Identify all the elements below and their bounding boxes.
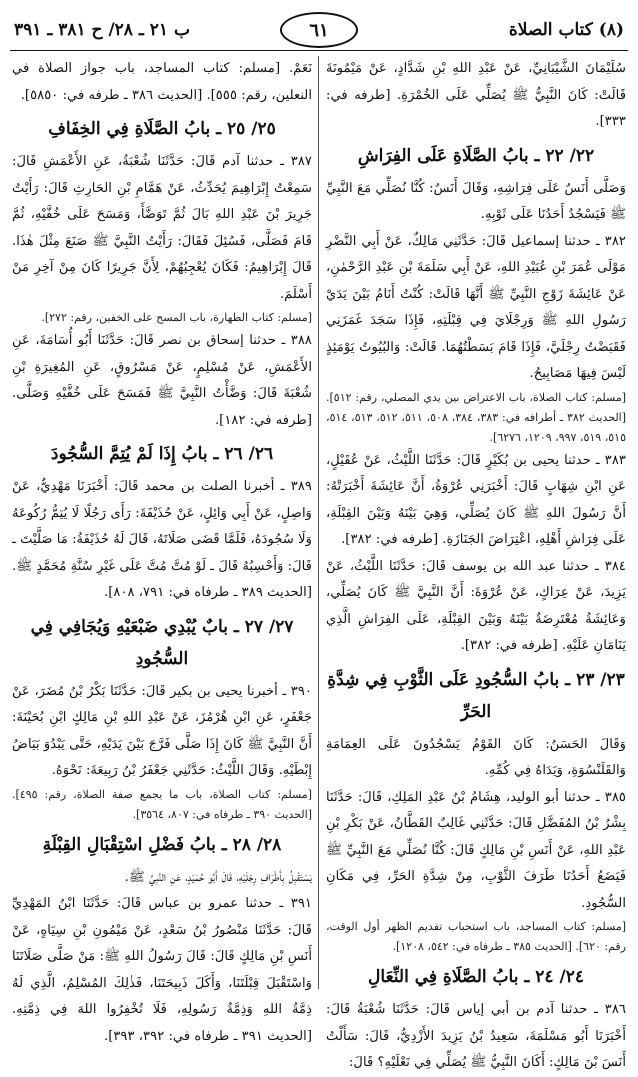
hadith-paragraph: نَعَمْ. [مسلم: كتاب المساجد، باب جواز الصلاة في النعلين، رقم: ٥٥٥]. [الحديث ٣٨٦ ـ طرفه في: ٥٨٥٠]. (12, 61, 312, 103)
hadith-paragraph: ٣٨٢ ـ حدثنا إسماعيل قَالَ: حَدَّثَنِي مَالِكٌ، عَنْ أَبِي النَّضْرِ مَوْلَى عُمَرَ بْنِ عُبَيْدِ اللهِ، عَنْ أَبِي سَلَمَةَ بْنِ عَبْدِ الرَّحْمٰنِ، عَنْ عَائِشَةَ زَوْجِ النَّبِيِّ ﷺ أَنَّهَا قَالَتْ: كُنْتُ أَنَامُ بَيْنَ يَدَيْ رَسُولِ اللهِ ﷺ وَرِجْلَايَ فِي قِبْلَتِهِ، فَإِذَا سَجَدَ غَمَزَنِي فَقَبَضْتُ رِجْلَيَّ، فَإِذَا قَامَ بَسَطْتُهُمَا. قَالَتْ: وَالبُيُوتُ يَوْمَئِذٍ لَيْسَ فِيهَا مَصَابِيحُ. (326, 233, 626, 381)
hadith-paragraph: ٣٨٩ ـ أخبرنا الصلت بن محمد قَالَ: أَخْبَرَنَا مَهْدِيٌّ، عَنْ وَاصِلٍ، عَنْ أَبِي وَائِلٍ، عَنْ حُذَيْفَةَ: رَأَى رَجُلًا لَا يُتِمُّ رُكُوعَهُ وَلَا سُجُودَهُ، فَلَمَّا قَضَى صَلَاتَهُ، قَالَ لَهُ حُذَيْفَةُ: مَا صَلَّيْتَ ـ قَالَ: وَأَحْسِبُهُ قَالَ ـ لَوْ مُتَّ مُتَّ عَلَى غَيْرِ سُنَّةِ مُحَمَّدٍ ﷺ. [الحديث ٣٨٩ ـ طرفاه في: ٧٩١، ٨٠٨]. (12, 479, 312, 600)
chapter-heading: ٢٨/ ٢٨ ـ بابُ فَضْلِ اسْتِقْبَالِ القِبْلَةِ (42, 834, 282, 855)
hadith-paragraph: وَصَلَّى أَنَسٌ عَلَى فِرَاشِهِ، وَقَالَ أَنَسٌ: كُنَّا نُصَلِّي مَعَ النَّبِيِّ ﷺ فَيَسْجُدُ أَحَدُنَا عَلَى ثَوْبِهِ. (326, 180, 626, 222)
header-rule (10, 50, 628, 51)
chapter-heading: ٢٢/ ٢٢ ـ بابُ الصَّلَاةِ عَلَى الفِرَاشِ (357, 145, 595, 166)
reference-note: [مسلم: كتاب المساجد، باب استحباب تقديم الظهر أول الوقت، رقم: ٦٢٠]. [الحديث ٣٨٥ ـ طرفاه في: ٥٤٢، ١٢٠٨]. (326, 920, 626, 953)
hadith-paragraph: ٣٨٣ ـ حدثنا يحيى بن بُكَيْرٍ قَالَ: حَدَّثَنَا اللَّيْثُ، عَنْ عُقَيْلٍ، عَنِ ابْنِ شِهَابٍ قَالَ: أَخْبَرَنِي عُرْوَةُ، أَنَّ عَائِشَةَ أَخْبَرَتْهُ: أَنَّ رَسُولَ اللهِ ﷺ كَانَ يُصَلِّي، وَهِيَ بَيْنَهُ وَبَيْنَ القِبْلَةِ، عَلَى فِرَاشِ أَهْلِهِ، اعْتِرَاضَ الجَنَازَةِ. [طرفه في: ٣٨٢]. (326, 452, 626, 547)
reference-note: [مسلم: كتاب الطهارة، باب المسح على الخفين، رقم: ٢٧٢]. (41, 311, 312, 324)
column-divider (318, 56, 319, 989)
chapter-heading: ٢٦/ ٢٦ ـ بابُ إِذَا لَمْ يُتِمَّ السُّجُودَ (50, 444, 274, 464)
hadith-paragraph: ٣٨٨ ـ حدثنا إسحاق بن نصر قَالَ: حَدَّثَنَا أَبُو أُسَامَةَ، عَنِ الأَعْمَشِ، عَنْ مُسْلِمٍ، عَنْ مَسْرُوقٍ، عَنِ المُغِيرَةِ بْنِ شُعْبَةَ قَالَ: وَضَّأْتُ النَّبِيَّ ﷺ فَمَسَحَ عَلَى خُفَّيْهِ وَصَلَّى. [طرفه في: ١٨٢]. (12, 333, 312, 428)
hadith-paragraph: سُلَيْمَانَ الشَّيْبَانِيِّ، عَنْ عَبْدِ اللهِ بْنِ شَدَّادٍ، عَنْ مَيْمُونَةَ قَالَتْ: كَانَ النَّبِيُّ ﷺ يُصَلِّي عَلَى الخُمْرَةِ. [طرفه في: ٣٣٣]. (326, 61, 626, 129)
chapter-heading: ٢٥/ ٢٥ ـ بابُ الصَّلَاةِ فِي الخِفَافِ (48, 119, 276, 139)
chapter-heading: ٢٣/ ٢٣ ـ بابُ السُّجُودِ عَلَى الثَّوْبِ فِي شِدَّةِ الحَرِّ (327, 669, 625, 722)
hadith-paragraph: ٣٨٤ ـ حدثنا عبد الله بن يوسف قَالَ: حَدَّثَنَا اللَّيْثُ، عَنْ يَزِيدَ، عَنْ عِرَاكٍ، عَنْ عُرْوَةَ: أَنَّ النَّبِيَّ ﷺ كَانَ يُصَلِّي، وَعَائِشَةُ مُعْتَرِضَةٌ بَيْنَهُ وَبَيْنَ القِبْلَةِ، عَلَى الفِرَاشِ الَّذِي يَنَامَانِ عَلَيْهِ. [طرفه في: ٣٨٢]. (326, 558, 626, 653)
reference-note: [مسلم: كتاب الصلاة، باب الاعتراض بين يدي المصلي، رقم: ٥١٢]. [الحديث ٣٨٢ ـ أطرافه في: ٣٨٣، ٣٨٤، ٥٠٨، ٥١١، ٥١٢، ٥١٣، ٥١٤، ٥١٥، ٥١٩، ٩٩٧، ١٢٠٩، ٦٢٧٦]. (326, 390, 627, 444)
hadith-range: ب ٢١ ـ ٢٨/ ح ٣٨١ ـ ٣٩١ (14, 20, 190, 40)
hadith-paragraph: ٣٨٦ ـ حدثنا آدم بن أبي إياس قَالَ: حَدَّثَنَا شُعْبَةُ قَالَ: أَخْبَرَنَا أَبُو مَسْلَمَةَ، سَعِيدُ بْنُ يَزِيدَ الأَزْدِيُّ، قَالَ: سَأَلْتُ أَنَسَ بْنَ مَالِكٍ: أَكَانَ النَّبِيُّ ﷺ يُصَلِّي فِي نَعْلَيْهِ؟ قَالَ: (326, 1002, 626, 1070)
chapter-heading: ٢٤/ ٢٤ ـ بابُ الصَّلَاةِ فِي النِّعَالِ (368, 967, 584, 987)
left-column (12, 56, 312, 1044)
hadith-paragraph: ٣٨٧ ـ حدثنا آدم قَالَ: حَدَّثَنَا شُعْبَةُ، عَنِ الأَعْمَشِ قَالَ: سَمِعْتُ إِبْرَاهِيمَ يُحَدِّثُ، عَنْ هَمَّامِ بْنِ الحَارِثِ قَالَ: رَأَيْتُ جَرِيرَ بْنَ عَبْدِ اللهِ بَالَ ثُمَّ تَوَضَّأَ، وَمَسَحَ عَلَى خُفَّيْهِ، ثُمَّ قَامَ فَصَلَّى، فَسُئِلَ فَقَالَ: رَأَيْتُ النَّبِيَّ ﷺ صَنَعَ مِثْلَ هٰذَا. قَالَ إِبْرَاهِيمُ: فَكَانَ يُعْجِبُهُمْ، لِأَنَّ جَرِيرًا كَانَ مِنْ آخِرِ مَنْ أَسْلَمَ. (12, 154, 312, 302)
chapter-heading: ٢٧/ ٢٧ ـ بابٌ يُبْدِي ضَبْعَيْهِ وَيُجَافِي فِي السُّجُودِ (30, 616, 294, 669)
hadith-paragraph: وَقَالَ الحَسَنُ: كَانَ القَوْمُ يَسْجُدُونَ عَلَى العِمَامَةِ وَالقَلَنْسُوَةِ، وَيَدَاهُ فِي كُمِّهِ. (326, 736, 626, 778)
reference-note: [مسلم: كتاب الصلاة، باب ما يجمع صفة الصلاة، رقم: ٤٩٥]. [الحديث ٣٩٠ ـ طرفاه في: ٨٠٧، ٣٥٦٤]. (12, 787, 312, 821)
hadith-paragraph: ٣٩٠ ـ أخبرنا يحيى بن بكير قَالَ: حَدَّثَنَا بَكْرُ بْنُ مُضَرَ، عَنْ جَعْفَرٍ، عَنِ ابْنِ هُرْمُزَ، عَنْ عَبْدِ اللهِ بْنِ مَالِكٍ ابْنِ بُحَيْنَةَ: أَنَّ النَّبِيَّ ﷺ كَانَ إِذَا صَلَّى فَرَّجَ بَيْنَ يَدَيْهِ، حَتَّى يَبْدُوَ بَيَاضُ إِبْطَيْهِ. وَقَالَ اللَّيْثُ: حَدَّثَنِي جَعْفَرُ بْنُ رَبِيعَةَ: نَحْوَهُ. (12, 683, 312, 778)
hadith-paragraph: ٣٩١ ـ حدثنا عمرو بن عباس قَالَ: حَدَّثَنَا ابْنُ المَهْدِيِّ قَالَ: حَدَّثَنَا مَنْصُورُ بْنُ سَعْدٍ، عَنْ مَيْمُونِ بْنِ سِيَاهٍ، عَنْ أَنَسِ بْنِ مَالِكٍ قَالَ: قَالَ رَسُولُ اللهِ ﷺ: مَنْ صَلَّى صَلَاتَنَا وَاسْتَقْبَلَ قِبْلَتَنَا، وَأَكَلَ ذَبِيحَتَنَا، فَذٰلِكَ المُسْلِمُ، الَّذِي لَهُ ذِمَّةُ اللهِ وَذِمَّةُ رَسُولِهِ، فَلَا تُخْفِرُوا اللهَ فِي ذِمَّتِهِ. [الحديث ٣٩١ ـ طرفاه في: ٣٩٢، ٣٩٣]. (12, 896, 312, 1044)
page-header (14, 10, 624, 50)
page-number: ٦١ (280, 12, 358, 48)
hadith-paragraph: ٣٨٥ ـ حدثنا أبو الوليد، هِشَامُ بْنُ عَبْدِ المَلِكِ، قَالَ: حَدَّثَنَا بِشْرُ بْنُ المُفَضَّلِ قَالَ: حَدَّثَنِي غَالِبٌ القَطَّانُ، عَنْ بَكْرِ بْنِ عَبْدِ اللهِ، عَنْ أَنَسِ بْنِ مَالِكٍ قَالَ: كُنَّا نُصَلِّي مَعَ النَّبِيِّ ﷺ فَيَضَعُ أَحَدُنَا طَرَفَ الثَّوْبِ، مِنْ شِدَّةِ الحَرِّ، فِي مَكَانِ السُّجُودِ. (326, 789, 626, 911)
right-column (326, 56, 627, 1070)
book-title: (٨) كتاب الصلاة (508, 20, 624, 40)
hadith-paragraph: يَسْتَقْبِلُ بِأَطْرَافِ رِجْلَيْهِ، قَالَ أَبُو حُمَيْدٍ، عَنِ النَّبِيِّ ﷺ. (124, 869, 312, 885)
